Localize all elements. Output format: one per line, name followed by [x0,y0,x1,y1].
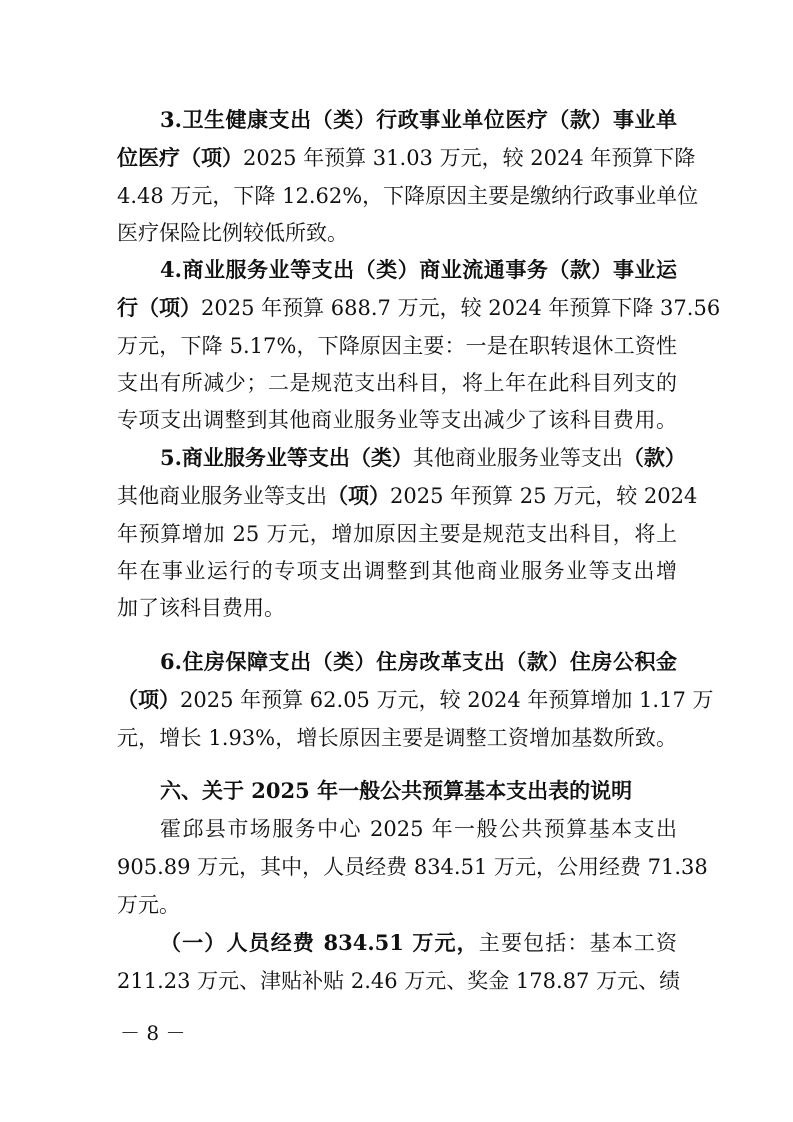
body-text: 主要包括：基本工资 [478,931,677,955]
bold-heading-text: （一）人员经费 834.51 万元， [160,930,479,955]
section-heading: 六、关于 2025 年一般公共预算基本支出表的说明 [160,778,633,803]
body-text: 其他商业服务业等支出 [412,446,623,470]
bold-heading-text: （项） [327,483,390,508]
bold-heading-text: 4.商业服务业等支出（类）商业流通事务（款）事业运 [160,257,677,282]
body-text: 2025 年预算 25 万元，较 2024 [390,484,698,508]
body-text: 2025 年预算 31.03 万元，较 2024 年预算下降 [243,146,696,170]
paragraph-line: 加了该科目费用。 [117,596,285,620]
paragraph-line [160,251,677,289]
paragraph-line [117,477,698,515]
paragraph-line: 211.23 万元、津贴补贴 2.46 万元、奖金 178.87 万元、绩 [117,969,681,993]
paragraph-line [117,681,714,719]
bold-heading-text: 3.卫生健康支出（类）行政事业单位医疗（款）事业单 [160,107,677,132]
paragraph-line: 年预算增加 25 万元，增加原因主要是规范支出科目，将上 [117,522,677,546]
paragraph-line: 专项支出调整到其他商业服务业等支出减少了该科目费用。 [117,408,677,432]
paragraph-line [160,643,677,681]
bold-heading-text: （款） [622,445,686,470]
paragraph-line [117,289,721,327]
bold-heading-text: 位医疗（项） [117,145,243,170]
paragraph-line: 万元，下降 5.17%，下降原因主要：一是在职转退休工资性 [117,334,677,358]
paragraph-line: 年在事业运行的专项支出调整到其他商业服务业等支出增 [117,559,677,583]
bold-heading-text: 6.住房保障支出（类）住房改革支出（款）住房公积金 [160,649,677,674]
paragraph-line: 万元。 [117,893,180,917]
paragraph-line [160,439,686,477]
body-text: 2025 年预算 688.7 万元，较 2024 年预算下降 37.56 [201,296,721,320]
body-text: 2025 年预算 62.05 万元，较 2024 年预算增加 1.17 万 [180,688,714,712]
paragraph-line [160,101,677,139]
paragraph-line: 霍邱县市场服务中心 2025 年一般公共预算基本支出 [160,817,677,841]
paragraph-line: 元，增长 1.93%，增长原因主要是调整工资增加基数所致。 [117,726,677,750]
bold-heading-text: （项） [117,687,180,712]
bold-heading-text: 5.商业服务业等支出（类） [160,445,413,470]
page-number: － 8 － [120,1021,186,1045]
paragraph-line: 医疗保险比例较低所致。 [117,221,348,245]
bold-heading-text: 行（项） [117,295,201,320]
paragraph-line: 4.48 万元，下降 12.62%，下降原因主要是缴纳行政事业单位 [117,184,699,208]
paragraph-line: 支出有所减少；二是规范支出科目，将上年在此科目列支的 [117,371,677,395]
paragraph-line [160,924,677,962]
paragraph-line: 905.89 万元，其中，人员经费 834.51 万元，公用经费 71.38 [117,855,708,879]
paragraph-line [117,139,696,177]
body-text: 其他商业服务业等支出 [117,484,327,508]
